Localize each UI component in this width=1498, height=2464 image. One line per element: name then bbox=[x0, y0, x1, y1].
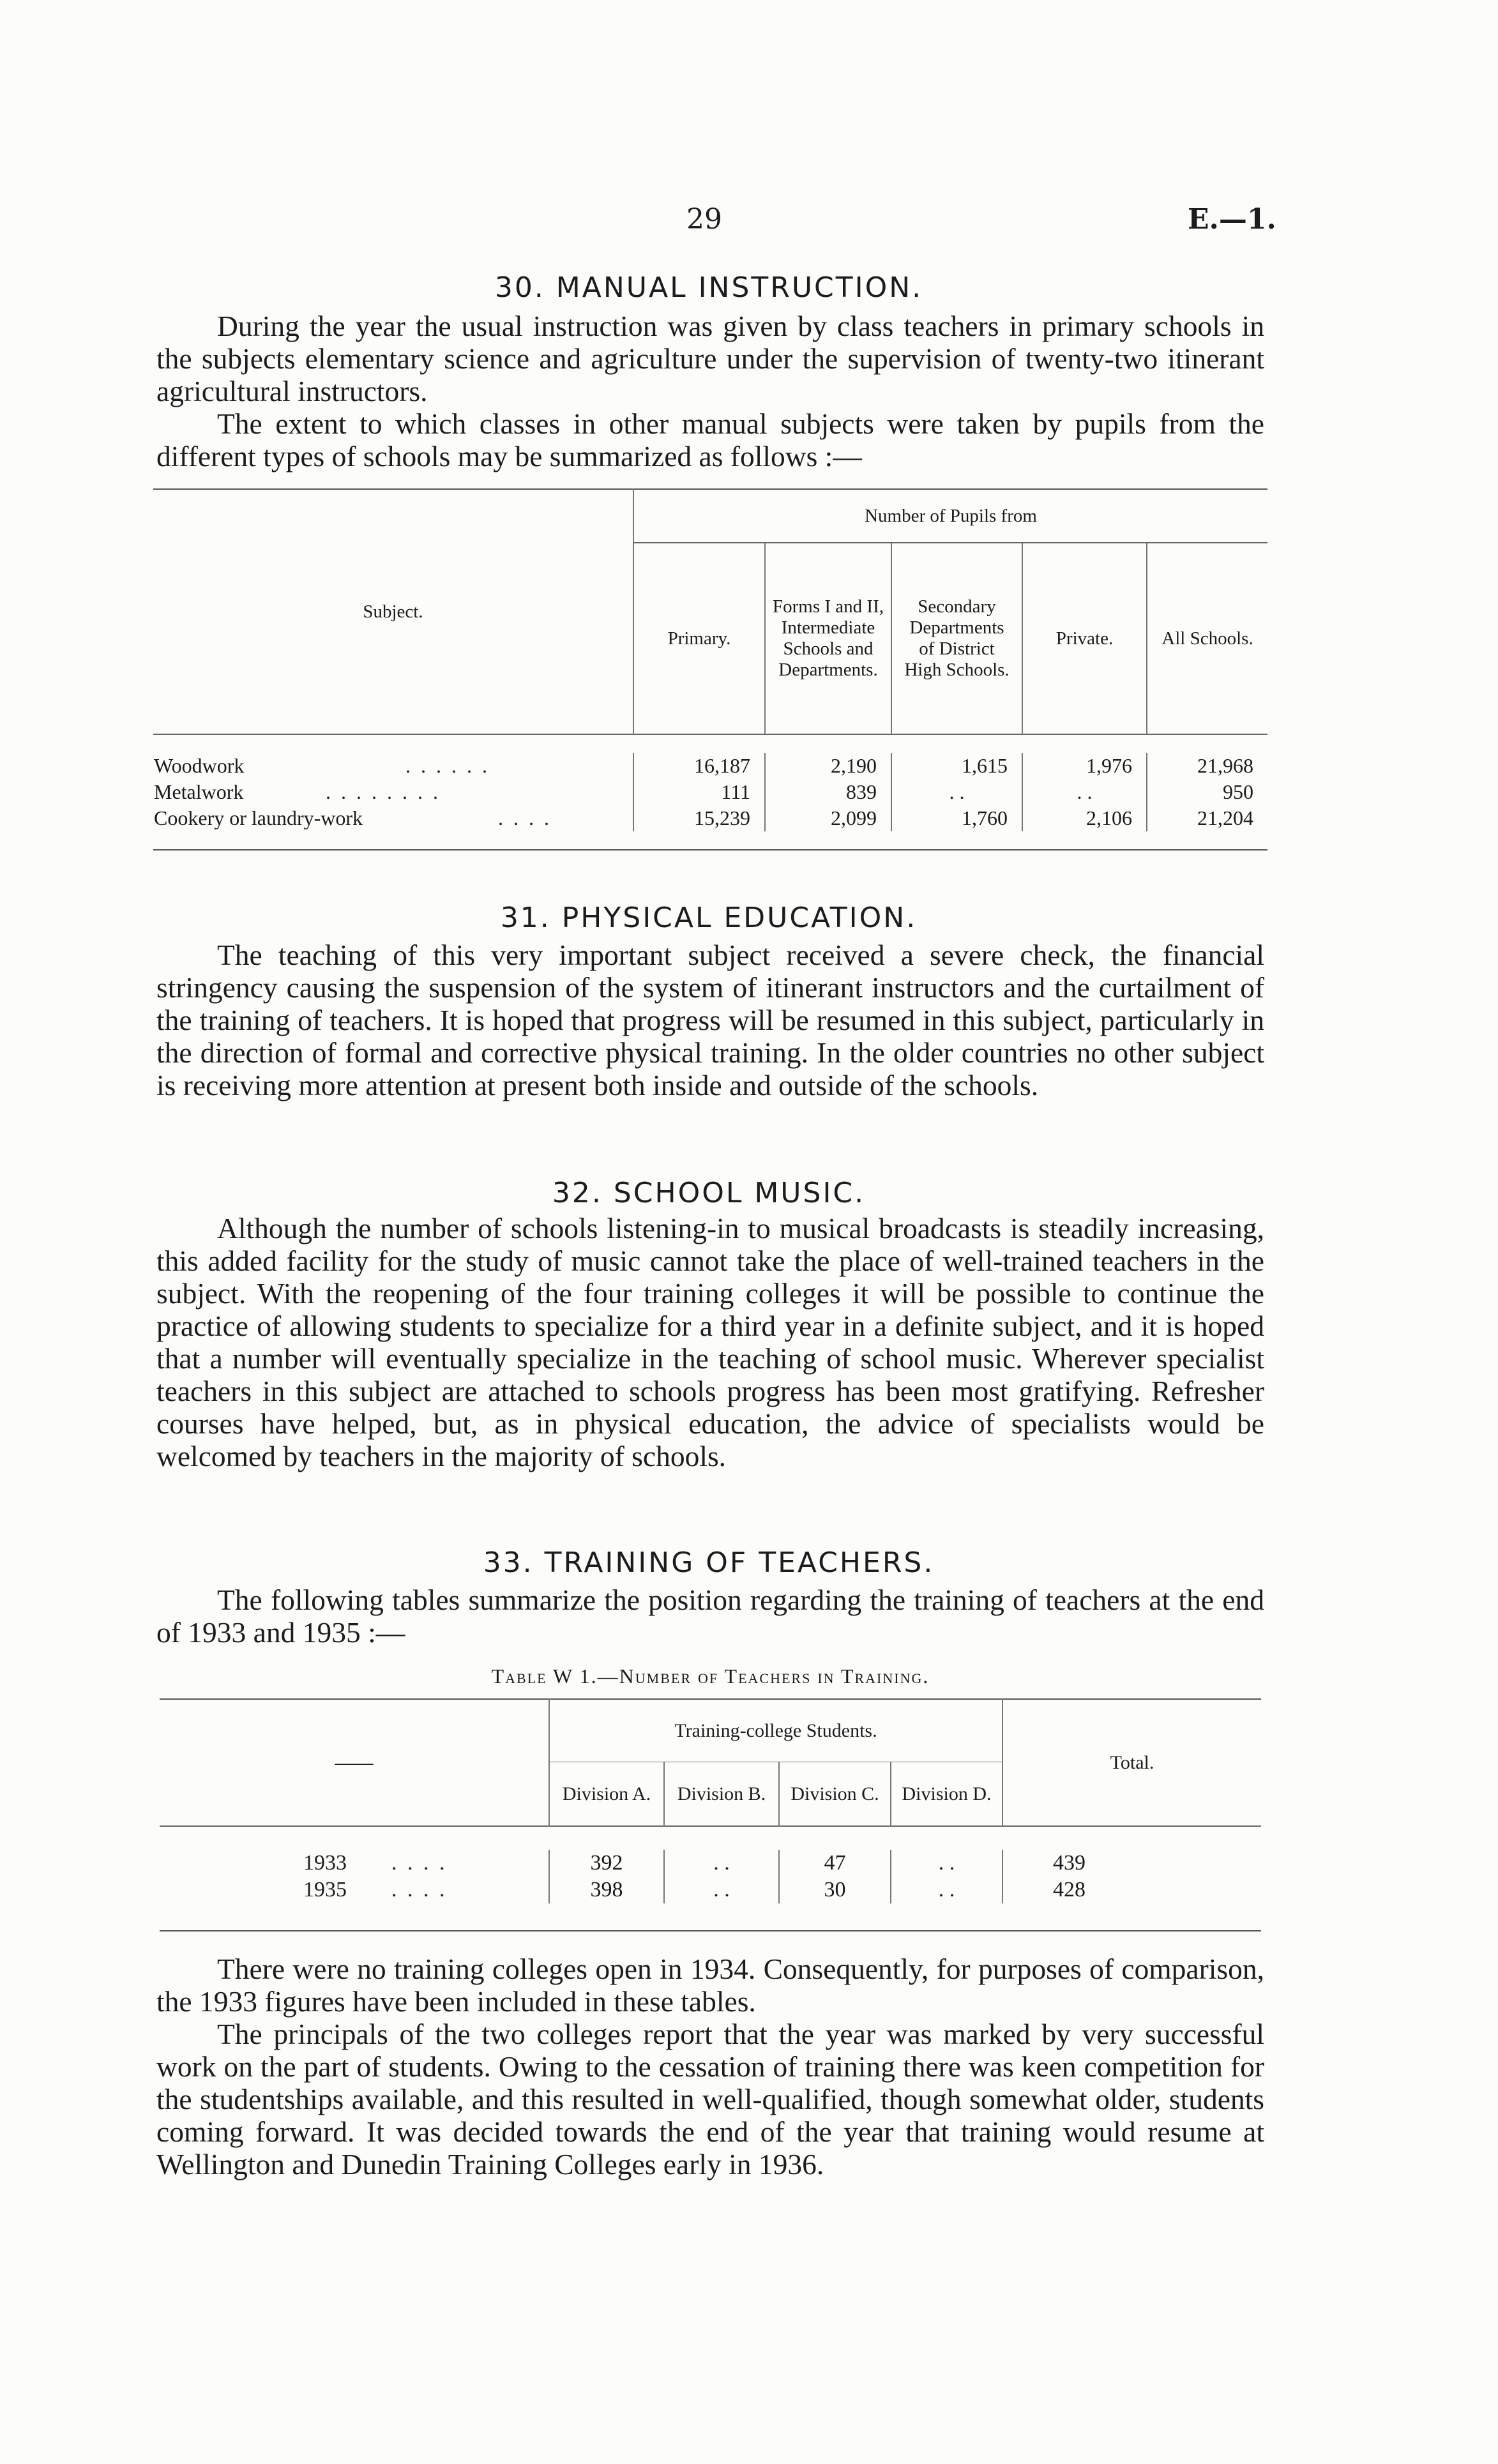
training-college-students-header: Training-college Students. bbox=[549, 1699, 1002, 1762]
col-subject-header: Subject. bbox=[363, 601, 423, 622]
leader-dots: . . . . bbox=[498, 806, 552, 829]
cell-private: . . bbox=[1022, 779, 1147, 805]
section-33-heading: 33. TRAINING OF TEACHERS. bbox=[483, 1546, 935, 1579]
col-division-b-header: Division B. bbox=[664, 1762, 779, 1827]
col-division-d-header: Division D. bbox=[891, 1762, 1002, 1827]
section-31-heading: 31. PHYSICAL EDUCATION. bbox=[500, 902, 918, 934]
cell-forms: 2,099 bbox=[765, 805, 891, 831]
section-30-paragraph-1: During the year the usual instruction was given by class teachers in primary schools in the subjects elementary science and agriculture under the supervision of twenty-two itinerant agricultural instructors. bbox=[156, 310, 1264, 407]
table-row bbox=[153, 753, 1267, 779]
col-total-header: Total. bbox=[1002, 1699, 1261, 1826]
row-subject: Metalwork bbox=[154, 780, 244, 803]
page-number: 29 bbox=[686, 203, 722, 236]
leader-dots: . . . . bbox=[391, 1878, 448, 1901]
col-forms-header: Forms I and II, Intermediate Schools and Departments. bbox=[765, 543, 891, 734]
section-31-paragraph: The teaching of this very important subject received a severe check, the financial stringency causing the suspension of the system of itinerant instructors and the curtailment of the training of teachers. It is hoped that progress will be resumed in this subject, particularly in the direction of formal and corrective physical training. In the older countries no other subject is receiving more attention at present both inside and outside of the schools. bbox=[156, 939, 1264, 1101]
leader-dots: . . . . . . . . bbox=[326, 780, 441, 803]
section-32-paragraph: Although the number of schools listening-in to musical broadcasts is steadily increasing, this added facility for the study of music cannot take the place of well-trained teachers in the subject. With the reopening of the four training colleges it will be possible to continue the practice of allowing students to specialize for a third year in a definite subject, and it is hoped that a number will eventually specialize in the teaching of school music. Wherever specialist teachers in this subject are attached to schools progress has been most gratifying. Refresher courses have helped, but, as in physical education, the advice of specialists would be welcomed by teachers in the majority of schools. bbox=[156, 1212, 1264, 1472]
document-reference: E.—1. bbox=[1188, 203, 1276, 236]
cell-total: 428 bbox=[1002, 1877, 1261, 1903]
cell-division-a: 398 bbox=[549, 1877, 664, 1903]
cell-total: 439 bbox=[1002, 1850, 1261, 1877]
table-row bbox=[153, 805, 1267, 831]
section-33-paragraph-1: The following tables summarize the position regarding the training of teachers at the end of 1933 and 1935 :— bbox=[156, 1583, 1264, 1649]
cell-secondary: 1,760 bbox=[891, 805, 1022, 831]
section-33-paragraph-2: There were no training colleges open in 1934. Consequently, for purposes of comparison, the 1933 figures have been included in these tables. bbox=[156, 1953, 1264, 2018]
cell-primary: 16,187 bbox=[633, 753, 765, 779]
row-subject: Woodwork bbox=[154, 754, 245, 777]
table-row bbox=[160, 1850, 1261, 1877]
cell-secondary: . . bbox=[891, 779, 1022, 805]
cell-forms: 2,190 bbox=[765, 753, 891, 779]
table-row bbox=[153, 779, 1267, 805]
table-row bbox=[160, 1877, 1261, 1903]
col-all-schools-header: All Schools. bbox=[1147, 543, 1267, 734]
row-year: 1935 bbox=[303, 1878, 347, 1901]
cell-secondary: 1,615 bbox=[891, 753, 1022, 779]
manual-instruction-table bbox=[153, 488, 1267, 850]
section-30-heading: 30. MANUAL INSTRUCTION. bbox=[494, 271, 923, 304]
cell-all: 21,204 bbox=[1147, 805, 1267, 831]
cell-private: 1,976 bbox=[1022, 753, 1147, 779]
cell-division-d: . . bbox=[891, 1877, 1002, 1903]
col-division-a-header: Division A. bbox=[549, 1762, 664, 1827]
cell-division-b: . . bbox=[664, 1850, 779, 1877]
col-primary-header: Primary. bbox=[633, 543, 765, 734]
cell-all: 21,968 bbox=[1147, 753, 1267, 779]
table-w1-caption: Table W 1.—Number of Teachers in Training. bbox=[491, 1665, 930, 1688]
cell-division-d: . . bbox=[891, 1850, 1002, 1877]
teachers-in-training-table bbox=[160, 1698, 1261, 1931]
cell-primary: 15,239 bbox=[633, 805, 765, 831]
col-division-c-header: Division C. bbox=[779, 1762, 891, 1827]
cell-division-c: 30 bbox=[779, 1877, 891, 1903]
page-header bbox=[0, 203, 1498, 241]
cell-forms: 839 bbox=[765, 779, 891, 805]
cell-division-c: 47 bbox=[779, 1850, 891, 1877]
number-of-pupils-header: Number of Pupils from bbox=[633, 489, 1267, 543]
cell-division-b: . . bbox=[664, 1877, 779, 1903]
row-subject: Cookery or laundry-work bbox=[154, 806, 363, 829]
cell-all: 950 bbox=[1147, 779, 1267, 805]
cell-primary: 111 bbox=[633, 779, 765, 805]
leader-dots: . . . . bbox=[391, 1851, 448, 1875]
section-30-paragraph-2: The extent to which classes in other manual subjects were taken by pupils from the different types of schools may be summarized as follows :— bbox=[156, 407, 1264, 472]
section-32-heading: 32. SCHOOL MUSIC. bbox=[552, 1177, 866, 1209]
cell-division-a: 392 bbox=[549, 1850, 664, 1877]
cell-private: 2,106 bbox=[1022, 805, 1147, 831]
row-year: 1933 bbox=[303, 1851, 347, 1875]
section-33-paragraph-3: The principals of the two colleges report that the year was marked by very successful work on the part of students. Owing to the cessation of training there was keen competition for the studentships available, and this resulted in well-qualified, though somewhat older, students coming forward. It was decided towards the end of the year that training would resume at Wellington and Dunedin Training Colleges early in 1936. bbox=[156, 2018, 1264, 2181]
col-private-header: Private. bbox=[1022, 543, 1147, 734]
table-stub: —— bbox=[335, 1751, 374, 1773]
leader-dots: . . . . . . bbox=[405, 754, 490, 777]
col-secondary-header: Secondary Departments of District High Schools. bbox=[891, 543, 1022, 734]
